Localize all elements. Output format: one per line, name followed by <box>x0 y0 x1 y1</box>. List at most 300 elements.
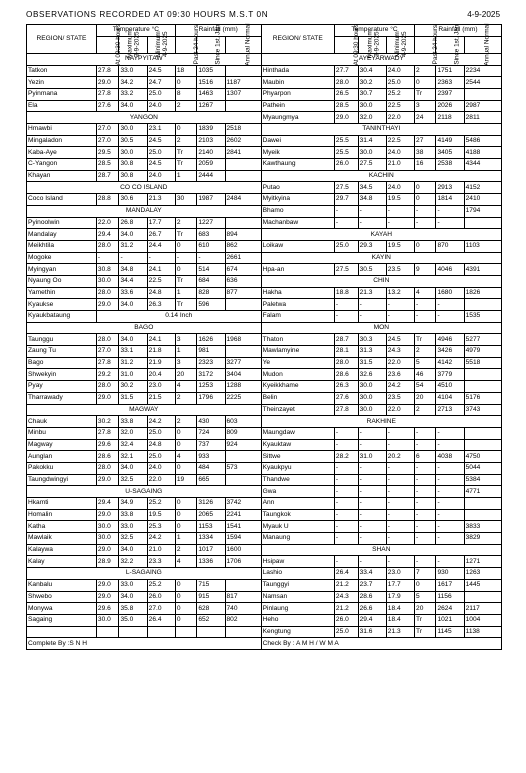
temp-0930-cell: 29.6 <box>96 439 119 451</box>
temp-max-cell: 31.2 <box>119 240 147 252</box>
report-date: 4-9-2025 <box>467 10 500 19</box>
rain-annual-normal-cell: 1187 <box>225 77 261 89</box>
table-row <box>27 334 502 346</box>
col-min-left: Minimum 4-9-2025 <box>147 36 175 53</box>
temp-max-cell: - <box>358 205 386 217</box>
rain-annual-normal-cell: 3742 <box>225 498 261 510</box>
table-row <box>27 346 502 358</box>
temp-max-cell: 30.0 <box>358 381 386 393</box>
temp-min-cell: - <box>386 474 414 486</box>
rain-24h-cell: - <box>175 252 196 264</box>
temp-min-cell <box>147 626 175 638</box>
temp-max-cell: 29.4 <box>358 614 386 626</box>
rain-24h-cell: 2 <box>175 135 196 147</box>
temp-0930-cell: 29.0 <box>96 591 119 603</box>
rain-24h-cell: 0 <box>415 240 436 252</box>
rain-annual-normal-cell: 1794 <box>464 205 501 217</box>
rain-annual-normal-cell: 894 <box>225 229 261 241</box>
rain-since-jan-cell: 3426 <box>436 346 464 358</box>
station-name: Kalaywa <box>27 544 97 556</box>
table-footer <box>27 638 502 650</box>
temp-0930-cell: 30.0 <box>96 275 119 287</box>
station-name: Mawlaik <box>27 533 97 545</box>
rain-since-jan-cell: 1463 <box>197 88 225 100</box>
station-name: Ye <box>261 357 334 369</box>
station-name: Kengtung <box>261 626 334 638</box>
rain-since-jan-cell: - <box>436 486 464 498</box>
station-name: Ela <box>27 100 97 112</box>
temp-min-cell: 26.3 <box>147 299 175 311</box>
table-row <box>27 112 502 124</box>
rain-24h-cell: 7 <box>415 568 436 580</box>
rain-annual-normal-cell: 674 <box>225 264 261 276</box>
rain-since-jan-cell: - <box>436 556 464 568</box>
table-row <box>27 170 502 182</box>
rain-since-jan-cell: 4946 <box>436 334 464 346</box>
rain-annual-normal-cell <box>225 65 261 77</box>
temp-max-cell: 29.3 <box>358 240 386 252</box>
rain-since-jan-cell: 4149 <box>436 135 464 147</box>
rain-since-jan-cell: 1156 <box>436 591 464 603</box>
rain-since-jan-cell: 4142 <box>436 357 464 369</box>
rain-annual-normal-cell: 4750 <box>464 451 501 463</box>
temp-0930-cell: 28.0 <box>96 240 119 252</box>
temp-max-cell: 23.7 <box>358 579 386 591</box>
station-name: Falam <box>261 311 334 323</box>
rain-annual-normal-cell: 862 <box>225 240 261 252</box>
rain-annual-normal-cell: 4979 <box>464 346 501 358</box>
table-row <box>27 53 502 65</box>
station-name: Myitkyina <box>261 194 334 206</box>
rain-since-jan-cell: 4046 <box>436 264 464 276</box>
table-row <box>27 416 502 428</box>
temp-0930-cell: 27.7 <box>334 65 358 77</box>
temp-max-cell: 34.0 <box>119 229 147 241</box>
col-min-right: Minimum 4-9-2025 <box>386 36 414 53</box>
rain-since-jan-cell: 1253 <box>197 381 225 393</box>
rain-24h-cell: 4 <box>175 556 196 568</box>
temp-max-cell: 30.6 <box>119 194 147 206</box>
rain-annual-normal-cell: 1594 <box>225 533 261 545</box>
col-at0930-right: At 09:30 hours <box>334 36 358 53</box>
temp-max-cell: - <box>358 498 386 510</box>
rain-since-jan-cell: 2065 <box>197 509 225 521</box>
rain-since-jan-cell: 1017 <box>197 544 225 556</box>
station-name: Myauk U <box>261 521 334 533</box>
temp-max-cell: 34.2 <box>119 77 147 89</box>
temp-0930-cell: 25.0 <box>334 626 358 638</box>
station-name: Yamethin <box>27 287 97 299</box>
temp-max-cell: 34.9 <box>119 498 147 510</box>
rain-24h-cell: Tr <box>175 147 196 159</box>
temp-min-cell: - <box>147 252 175 264</box>
rain-since-jan-cell: 2026 <box>436 100 464 112</box>
temp-min-cell: 25.2 <box>147 579 175 591</box>
temp-0930-cell: 28.6 <box>96 451 119 463</box>
rain-24h-cell: 18 <box>175 65 196 77</box>
temp-max-cell: - <box>358 556 386 568</box>
temp-min-cell: 20.4 <box>147 369 175 381</box>
station-name: Machanbaw <box>261 217 334 229</box>
rain-24h-cell: 9 <box>415 264 436 276</box>
table-row <box>27 287 502 299</box>
station-name: Hsipaw <box>261 556 334 568</box>
temp-0930-cell: 29.4 <box>96 498 119 510</box>
station-name: Kanbalu <box>27 579 97 591</box>
station-name: Meikhtila <box>27 240 97 252</box>
temp-0930-cell: 29.7 <box>334 194 358 206</box>
station-name: Ann <box>261 498 334 510</box>
station-name: Manaung <box>261 533 334 545</box>
rain-24h-cell: 0 <box>175 591 196 603</box>
rain-24h-cell: 54 <box>415 381 436 393</box>
temp-0930-cell: 30.0 <box>96 521 119 533</box>
table-row <box>27 147 502 159</box>
rain-annual-normal-cell: 1826 <box>464 287 501 299</box>
station-name: Kalay <box>27 556 97 568</box>
temp-max-cell: 33.2 <box>119 88 147 100</box>
temp-min-cell: - <box>386 311 414 323</box>
temp-min-cell: 25.0 <box>147 451 175 463</box>
temp-min-cell: 25.2 <box>147 498 175 510</box>
rain-24h-cell: - <box>415 486 436 498</box>
table-row <box>27 135 502 147</box>
rain-since-jan-cell: 2140 <box>197 147 225 159</box>
rain-24h-cell: - <box>415 217 436 229</box>
station-name: Lashio <box>261 568 334 580</box>
rain-24h-cell: 5 <box>415 357 436 369</box>
temp-max-cell: 34.4 <box>119 275 147 287</box>
rain-24h-cell <box>175 626 196 638</box>
temp-0930-cell: 29.0 <box>96 579 119 591</box>
rain-annual-normal-cell <box>464 498 501 510</box>
rain-annual-normal-cell: 2117 <box>464 603 501 615</box>
rain-since-jan-cell: - <box>197 252 225 264</box>
rain-annual-normal-cell <box>225 346 261 358</box>
rainfall-header-right: Rainfall (mm) <box>415 25 502 37</box>
rain-since-jan-cell: 3126 <box>197 498 225 510</box>
temp-min-cell: 22.5 <box>147 275 175 287</box>
station-name: Minbu <box>27 427 97 439</box>
temp-0930-cell: 26.0 <box>334 614 358 626</box>
rain-annual-normal-cell: 740 <box>225 603 261 615</box>
temp-min-cell: 24.7 <box>147 77 175 89</box>
temp-min-cell: 19.5 <box>386 194 414 206</box>
station-name: Loikaw <box>261 240 334 252</box>
temp-max-cell: 30.5 <box>358 264 386 276</box>
table-row <box>27 205 502 217</box>
temp-min-cell: 24.2 <box>147 416 175 428</box>
station-name: Mudon <box>261 369 334 381</box>
rain-annual-normal-cell: 636 <box>225 275 261 287</box>
temp-0930-cell: - <box>334 299 358 311</box>
rain-annual-normal-cell: 1706 <box>225 556 261 568</box>
temp-0930-cell: 18.8 <box>334 287 358 299</box>
rain-24h-cell: 30 <box>175 194 196 206</box>
rain-since-jan-cell: 2323 <box>197 357 225 369</box>
table-row <box>27 357 502 369</box>
station-name: Taungdwingyi <box>27 474 97 486</box>
table-row <box>27 591 502 603</box>
temp-0930-cell: - <box>334 509 358 521</box>
temp-0930-cell: 30.0 <box>96 533 119 545</box>
rain-24h-cell: 4 <box>175 381 196 393</box>
rain-annual-normal-cell: 1307 <box>225 88 261 100</box>
table-row <box>27 229 502 241</box>
rain-annual-normal-cell: 5384 <box>464 474 501 486</box>
region-section-header: KACHIN <box>261 170 501 182</box>
temp-0930-cell: 28.5 <box>334 100 358 112</box>
rain-since-jan-cell: 2103 <box>197 135 225 147</box>
complete-by: Complete By :S N H <box>27 638 262 650</box>
station-name: Mingaladon <box>27 135 97 147</box>
station-name: Tharrawady <box>27 392 97 404</box>
rain-annual-normal-cell: 5176 <box>464 392 501 404</box>
rain-annual-normal-cell: 3277 <box>225 357 261 369</box>
rain-annual-normal-cell: 802 <box>225 614 261 626</box>
temp-max-cell: 34.0 <box>119 100 147 112</box>
temp-0930-cell: 21.2 <box>334 579 358 591</box>
temp-min-cell: 23.0 <box>147 381 175 393</box>
rain-annual-normal-cell: 877 <box>225 287 261 299</box>
temp-0930-cell: 29.0 <box>96 392 119 404</box>
table-row <box>27 194 502 206</box>
station-name: Nyaung Oo <box>27 275 97 287</box>
rain-since-jan-cell: - <box>436 462 464 474</box>
temp-0930-cell: 28.2 <box>334 451 358 463</box>
temp-0930-cell: 29.4 <box>96 229 119 241</box>
station-name: Hakha <box>261 287 334 299</box>
temp-0930-cell: 28.0 <box>96 381 119 393</box>
temp-min-cell: - <box>386 427 414 439</box>
rain-since-jan-cell: - <box>436 521 464 533</box>
station-name: Coco Island <box>27 194 97 206</box>
temp-max-cell: 32.5 <box>119 533 147 545</box>
region-section-header: KAYIN <box>261 252 501 264</box>
table-row <box>27 498 502 510</box>
rain-24h-cell: 4 <box>175 451 196 463</box>
table-row <box>27 626 502 638</box>
rain-annual-normal-cell: 5486 <box>464 135 501 147</box>
temp-min-cell: - <box>386 439 414 451</box>
temp-max-cell: 32.6 <box>358 369 386 381</box>
rain-since-jan-cell: 2444 <box>197 170 225 182</box>
station-name: Mogoke <box>27 252 97 264</box>
rain-annual-normal-cell: 1103 <box>464 240 501 252</box>
rain-annual-normal-cell: 817 <box>225 591 261 603</box>
col-past24-right: Past 24 hours <box>415 36 436 53</box>
station-name: Aunglan <box>27 451 97 463</box>
temp-min-cell: 23.5 <box>386 392 414 404</box>
rain-24h-cell: 2 <box>175 416 196 428</box>
rain-annual-normal-cell: 1271 <box>464 556 501 568</box>
station-name: Magway <box>27 439 97 451</box>
temp-0930-cell: - <box>334 217 358 229</box>
rain-24h-cell: 0 <box>415 579 436 591</box>
rain-24h-cell: 2 <box>415 346 436 358</box>
table-row <box>27 65 502 77</box>
rain-annual-normal-cell: 924 <box>225 439 261 451</box>
table-row <box>27 404 502 416</box>
rain-annual-normal-cell: 3743 <box>464 404 501 416</box>
rain-since-jan-cell: - <box>436 509 464 521</box>
table-row <box>27 100 502 112</box>
temp-min-cell: 23.0 <box>386 568 414 580</box>
temp-0930-cell: - <box>334 462 358 474</box>
station-name: Kyauktaw <box>261 439 334 451</box>
rain-24h-cell: - <box>415 205 436 217</box>
rain-since-jan-cell: 430 <box>197 416 225 428</box>
temp-min-cell: 13.2 <box>386 287 414 299</box>
rain-annual-normal-cell: 2811 <box>464 112 501 124</box>
temp-max-cell: 30.0 <box>358 404 386 416</box>
rain-annual-normal-cell <box>225 299 261 311</box>
rain-since-jan-cell: - <box>436 205 464 217</box>
rain-since-jan-cell: 683 <box>197 229 225 241</box>
station-name: Paletwa <box>261 299 334 311</box>
temp-0930-cell: 25.5 <box>334 135 358 147</box>
rain-annual-normal-cell <box>464 509 501 521</box>
rain-since-jan-cell <box>197 626 225 638</box>
rain-since-jan-cell: 2059 <box>197 159 225 171</box>
region-section-header: U-SAGAING <box>27 486 262 498</box>
temp-0930-cell: - <box>334 474 358 486</box>
rain-annual-normal-cell: 603 <box>225 416 261 428</box>
station-name: Gwa <box>261 486 334 498</box>
temp-0930-cell: - <box>334 533 358 545</box>
rain-24h-cell: 2 <box>175 544 196 556</box>
temp-0930-cell: 27.5 <box>334 264 358 276</box>
table-row <box>27 579 502 591</box>
temp-0930-cell: - <box>334 205 358 217</box>
rain-24h-cell: 0 <box>175 462 196 474</box>
station-name: Sagaing <box>27 614 97 626</box>
rain-annual-normal-cell: 4344 <box>464 159 501 171</box>
temp-max-cell: 33.0 <box>119 521 147 533</box>
temp-max-cell: 34.0 <box>119 591 147 603</box>
rain-since-jan-cell: 1336 <box>197 556 225 568</box>
station-name: Shwebo <box>27 591 97 603</box>
temp-0930-cell: 26.0 <box>334 159 358 171</box>
temp-0930-cell: 28.0 <box>334 77 358 89</box>
temp-min-cell: 22.0 <box>386 357 414 369</box>
station-name: Kawthaung <box>261 159 334 171</box>
region-section-header: CO CO ISLAND <box>27 182 262 194</box>
table-row <box>27 217 502 229</box>
temp-max-cell: 31.5 <box>358 357 386 369</box>
rain-since-jan-cell: 1751 <box>436 65 464 77</box>
rain-annual-normal-cell: 4391 <box>464 264 501 276</box>
temp-0930-cell: 27.8 <box>96 65 119 77</box>
temp-min-cell: 24.0 <box>386 147 414 159</box>
rain-annual-normal-cell <box>464 427 501 439</box>
rain-since-jan-cell: 596 <box>197 299 225 311</box>
rain-since-jan-cell: 2624 <box>436 603 464 615</box>
rain-annual-normal-cell: 1445 <box>464 579 501 591</box>
temp-min-cell: 23.5 <box>386 264 414 276</box>
station-name: Tatkon <box>27 65 97 77</box>
station-name: Phyarpon <box>261 88 334 100</box>
temp-0930-cell: 27.8 <box>96 357 119 369</box>
region-section-header: NAYPYITAW <box>27 53 262 65</box>
temp-min-cell: 24.2 <box>386 381 414 393</box>
temp-max-cell: 27.5 <box>358 159 386 171</box>
station-name: Monywa <box>27 603 97 615</box>
temp-min-cell: 24.0 <box>386 65 414 77</box>
rain-24h-cell: 6 <box>415 451 436 463</box>
col-annual-left: Annual Normal <box>225 36 261 53</box>
station-name: Pyinoolwin <box>27 217 97 229</box>
rain-24h-cell: 0 <box>175 509 196 521</box>
station-name: Thandwe <box>261 474 334 486</box>
station-name: Kaba-Aye <box>27 147 97 159</box>
rain-annual-normal-cell <box>225 217 261 229</box>
rain-24h-cell: 3 <box>175 334 196 346</box>
temp-0930-cell: 28.7 <box>334 334 358 346</box>
table-row <box>27 182 502 194</box>
rain-annual-normal-cell <box>225 100 261 112</box>
station-name: Heho <box>261 614 334 626</box>
station-name: C-Yangon <box>27 159 97 171</box>
temp-min-cell: 25.0 <box>147 427 175 439</box>
rain-annual-normal-cell: 1288 <box>225 381 261 393</box>
region-section-header: MAGWAY <box>27 404 262 416</box>
table-row <box>27 77 502 89</box>
temp-max-cell: - <box>358 311 386 323</box>
rain-annual-normal-cell <box>464 88 501 100</box>
rain-24h-cell: 2 <box>415 65 436 77</box>
rain-24h-cell: 0 <box>415 182 436 194</box>
station-name: Yezin <box>27 77 97 89</box>
temp-max-cell: - <box>358 533 386 545</box>
temp-0930-cell: 29.0 <box>96 299 119 311</box>
table-row <box>27 568 502 580</box>
temp-min-cell: 22.0 <box>386 112 414 124</box>
temp-max-cell: 35.0 <box>119 614 147 626</box>
temp-0930-cell: 26.3 <box>334 381 358 393</box>
rain-annual-normal-cell <box>464 439 501 451</box>
observation-table <box>26 24 502 650</box>
station-name: Chauk <box>27 416 97 428</box>
table-row <box>27 311 502 323</box>
rain-annual-normal-cell: 1968 <box>225 334 261 346</box>
temp-max-cell: 31.2 <box>119 357 147 369</box>
station-name: Myeik <box>261 147 334 159</box>
temp-max-cell: - <box>119 252 147 264</box>
temp-min-cell: 26.0 <box>147 591 175 603</box>
temp-0930-cell: 29.2 <box>96 369 119 381</box>
temp-max-cell: 32.4 <box>119 439 147 451</box>
rain-since-jan-cell: 828 <box>197 287 225 299</box>
temp-max-cell: 32.0 <box>358 112 386 124</box>
rain-24h-cell: 4 <box>415 287 436 299</box>
rain-24h-cell: Tr <box>415 626 436 638</box>
temp-0930-cell: - <box>334 486 358 498</box>
rain-24h-cell: 46 <box>415 369 436 381</box>
temp-min-cell: - <box>386 217 414 229</box>
temp-0930-cell: - <box>334 311 358 323</box>
rain-annual-normal-cell: 1535 <box>464 311 501 323</box>
table-row <box>27 381 502 393</box>
rain-annual-normal-cell: 809 <box>225 427 261 439</box>
station-name: Bago <box>27 357 97 369</box>
rain-since-jan-cell: 3172 <box>197 369 225 381</box>
rain-since-jan-cell: - <box>436 533 464 545</box>
temp-max-cell: - <box>358 427 386 439</box>
rain-since-jan-cell: - <box>436 299 464 311</box>
temp-max-cell: - <box>358 509 386 521</box>
rain-annual-normal-cell: 2225 <box>225 392 261 404</box>
